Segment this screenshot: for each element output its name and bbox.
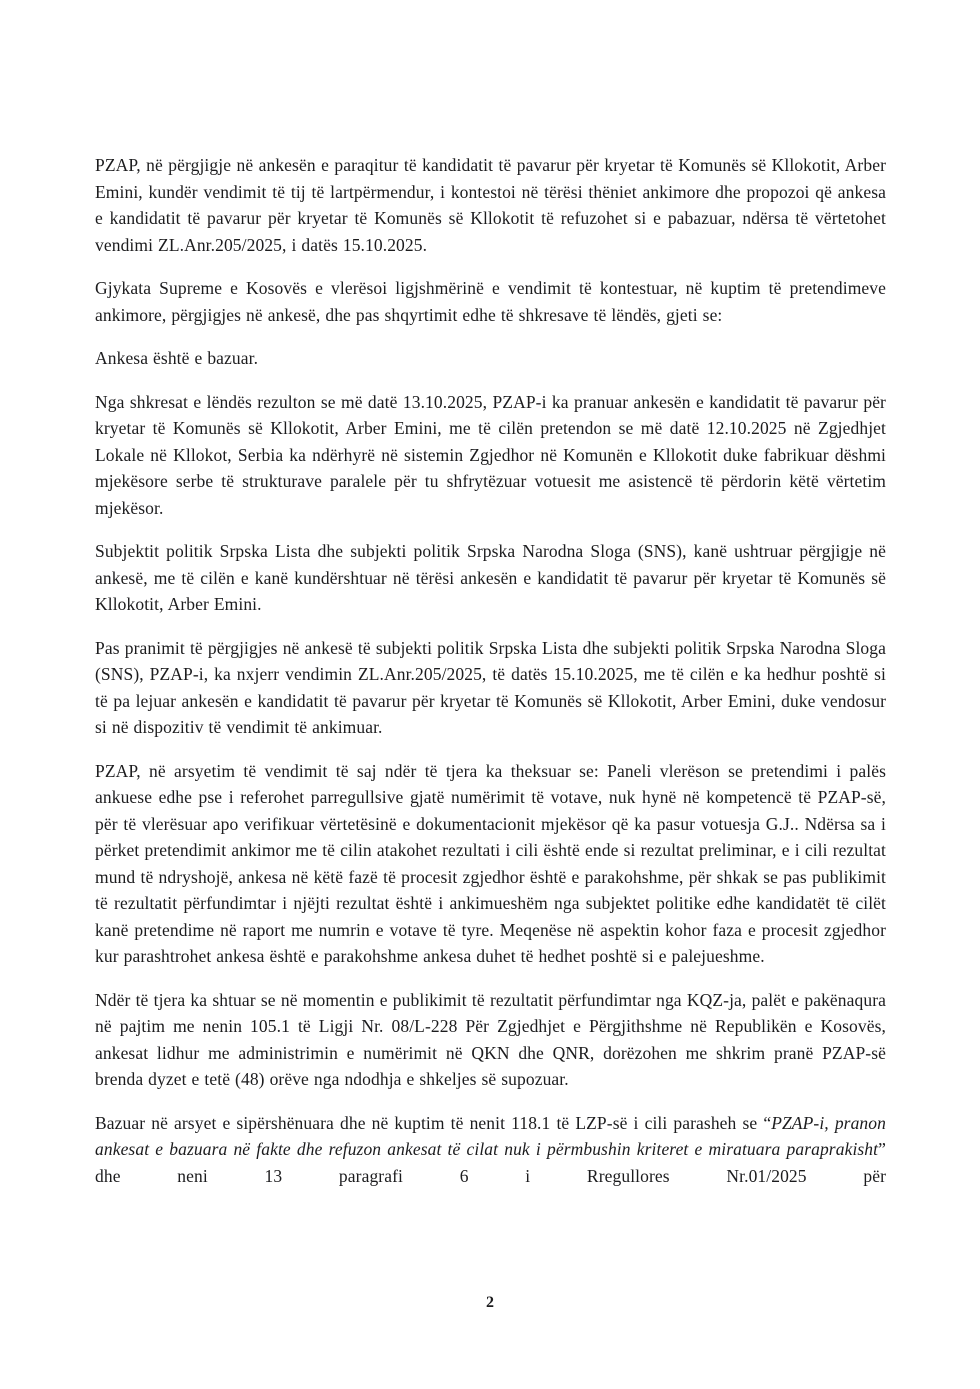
paragraph-text: Subjektit politik Srpska Lista dhe subjekti politik Srpska Narodna Sloga (SNS), kanë ushtruar përgjigje në ankesë, me të cilën e kanë kundërshtuar në tërësi ankesën e kandidatit të pavarur për kryetar të Komunës së Kllokotit, Arber Emini. <box>95 541 886 614</box>
paragraph-text: Pas pranimit të përgjigjes në ankesë të subjekti politik Srpska Lista dhe subjekti politik Srpska Narodna Sloga (SNS), PZAP-i, ka nxjerr vendimin ZL.Anr.205/2025, të datës 15.10.2025, me të cilën e ka hedhur poshtë si të pa lejuar ankesën e kandidatit të pavarur për kryetar të Komunës së Kllokotit, Arber Emini, duke vendosur si në dispozitiv të vendimit të ankimuar. <box>95 637 886 737</box>
paragraph-text: Ankesa është e bazuar. <box>95 348 259 368</box>
paragraph-text: PZAP, në përgjigje në ankesën e paraqitur të kandidatit të pavarur për kryetar të Komunës së Kllokotit, Arber Emini, kundër vendimit të tij të lartpërmendur, i kontestoi në tërësi thëniet ankimore dhe propozoi që ankesa e kandidatit të pavarur për kryetar të Komunës së Kllokotit të refuzohet si e pabazuar, ndërsa të vërtetohet vendimi ZL.Anr.205/2025, i datës 15.10.2025. <box>95 155 886 255</box>
paragraph-text: Bazuar në arsyet e sipërshënuara dhe në kuptim të nenit 118.1 të LZP-së i cili parasheh se “ <box>95 1112 772 1133</box>
paragraph <box>95 635 886 741</box>
paragraph <box>95 152 886 258</box>
paragraph-text: Nga shkresat e lëndës rezulton se më datë 13.10.2025, PZAP-i ka pranuar ankesën e kandidatit të pavarur për kryetar të Komunës së Kllokotit, Arber Emini, me të cilën pretendon se më datë 12.10.2025 në Zgjedhjet Lokale në Kllokot, Serbia ka ndërhyrë në sistemin Zgjedhor në Komunën e Kllokotit duke fabrikuar dëshmi mjekësore serbe të strukturave paralele për tu shfrytëzuar votuesit me asistencë të përdorin këtë vërtetim mjekësor. <box>95 391 886 518</box>
page-number: 2 <box>486 1294 494 1311</box>
paragraph-text-italic: PZAP-i, pranon ankesat e bazuara në fakte dhe refuzon ankesat të cilat nuk i përmbushin kriteret e miratuara paraprakisht <box>95 1112 886 1159</box>
paragraph-text: PZAP, në arsyetim të vendimit të saj ndër të tjera ka theksuar se: Paneli vlerëson se pretendimi i palës ankuese edhe pse i referohet parregullsive gjatë numërimit të votave, nuk hynë në kompetencë të PZAP-së, për të vlerësuar apo verifikuar vërtetësinë e dokumentacionit mjekësor që ka pasur votuesja G.J.. Ndërsa sa i përket pretendimit ankimor me të cilin atakohet rezultati i cili është ende si rezultat preliminar, e i cili rezultat mund të ndryshojë, ankesa në këtë fazë të procesit zgjedhor është e parakohshme, për shkak se pas publikimit të rezultatit përfundimtar i njëjti rezultat është i ankimueshëm nga subjektet politike edhe kandidatët të cilët kanë pretendime në raport me numrin e votave të tyre. Meqenëse në aspektin kohor faza e procesit zgjedhor kur parashtrohet ankesa është e parakohshme ankesa duhet të hedhet poshtë si e palejueshme. <box>95 760 886 966</box>
document-body <box>95 152 886 1206</box>
paragraph <box>95 345 886 372</box>
paragraph <box>95 538 886 618</box>
paragraph-text: Gjykata Supreme e Kosovës e vlerësoi ligjshmërinë e vendimit të kontestuar, në kuptim të pretendimeve ankimore, përgjigjes në ankesë, dhe pas shqyrtimit edhe të shkresave të lëndës, gjeti se: <box>95 278 886 325</box>
paragraph <box>95 987 886 1093</box>
paragraph <box>95 275 886 328</box>
paragraph-text: Ndër të tjera ka shtuar se në momentin e publikimit të rezultatit përfundimtar nga KQZ-ja, palët e pakënaqura në pajtim me nenin 105.1 të Ligji Nr. 08/L-228 Për Zgjedhjet e Përgjithshme në Republikën e Kosovës, ankesat lidhur me administrimin e numërimit në QKN dhe QNR, dorëzohen me shkrim pranë PZAP-së brenda dyzet e tetë (48) orëve nga ndodhja e shkeljes së supozuar. <box>95 989 886 1089</box>
paragraph-text: ” dhe neni 13 paragrafi 6 i Rregullores Nr.01/2025 për <box>95 1139 886 1186</box>
paragraph <box>95 1110 886 1190</box>
paragraph <box>95 758 886 970</box>
paragraph <box>95 389 886 522</box>
